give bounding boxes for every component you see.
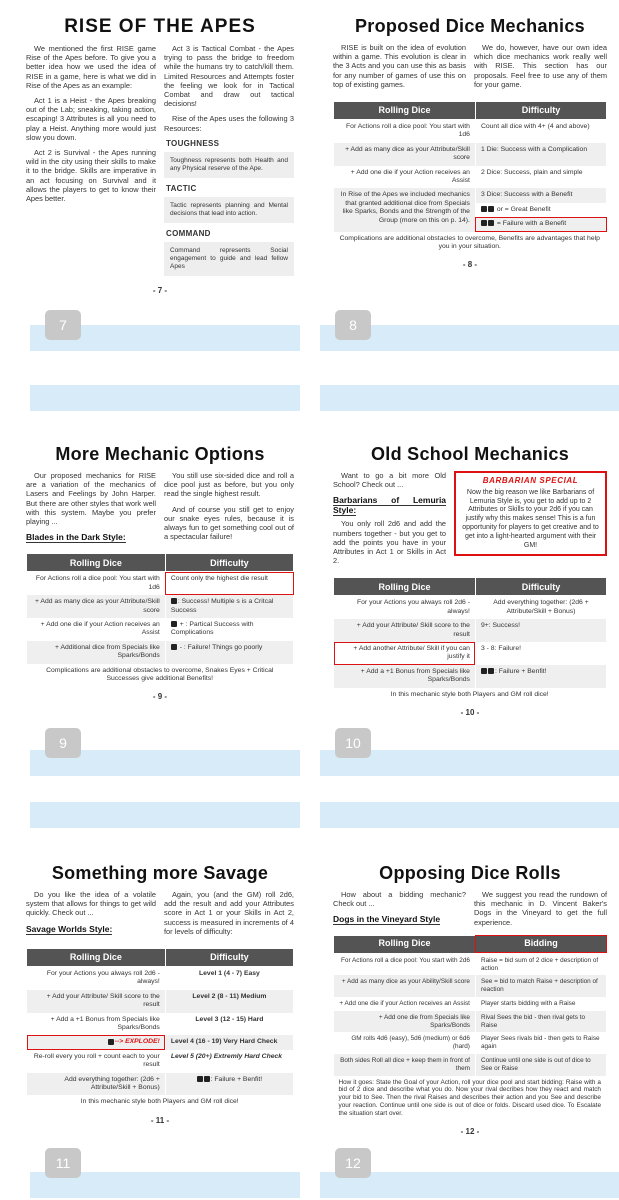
dice-table (333, 935, 607, 1121)
table-cell: For your Actions you always roll 2d6 - always! (334, 596, 476, 619)
table-note: Complications are additional obstacles to overcome, Snakes Eyes + Critical Successes give additional Benefits! (27, 664, 294, 687)
style-subheading (333, 914, 466, 924)
page-title: Something more Savage (51, 863, 269, 883)
table-row (334, 596, 607, 619)
page-top-band (320, 385, 619, 411)
page-title: RISE OF THE APES (64, 16, 256, 37)
table-row (334, 1032, 607, 1054)
resource-box: Toughness represents both Health and any Physical reserve of the Ape. (164, 152, 294, 178)
page-8 (325, 8, 615, 269)
table-cell: For Actions roll a dice pool: You start with 1d6 (27, 572, 166, 595)
table-cell: Add everything together: (2d6 + Attribute/Skill + Bonus) (475, 596, 606, 619)
table-cell: Level 1 (4 - 7) Easy (165, 967, 293, 990)
column-right (164, 44, 294, 280)
subheading-text: Barbarians of Lemuria Style: (333, 495, 447, 516)
table-cell: + Add your Attribute/ Skill score to the result (334, 619, 476, 642)
table-cell: Continue until one side is out of dice to See or Raise (475, 1054, 606, 1076)
table-cell (27, 1035, 166, 1049)
table-row (27, 1013, 294, 1036)
page-footer: - 8 - (462, 260, 478, 270)
die-icon (481, 668, 487, 674)
page-number-badge: 12 (335, 1148, 371, 1178)
table-note: In this mechanic style both Players and GM roll dice! (27, 1095, 294, 1109)
paragraph: RISE is built on the idea of evolution within a game. This evolution is clear in the 3 Acts and you can use this as basis for any number of games of use this on top of existing games. (333, 43, 466, 89)
dice-table (26, 948, 294, 1110)
table-cell: GM rolls 4d6 (easy), 5d6 (medium) or 6d6 (hard) (334, 1032, 476, 1054)
page-top-band (320, 802, 619, 828)
table-cell: For your Actions you always roll 2d6 - always! (27, 967, 166, 990)
resource-heading: COMMAND (166, 229, 211, 239)
page-number-badge: 8 (335, 310, 371, 340)
column-left (333, 890, 466, 933)
table-cell: For Actions roll a dice pool: You start with 1d6 (334, 120, 476, 143)
table-cell: + Add one die if your Action receives an Assist (27, 618, 166, 641)
dice-table (26, 553, 294, 686)
table-header: Rolling Dice (27, 554, 166, 572)
table-row (334, 143, 607, 166)
table-cell: 1 Die: Success with a Complication (475, 143, 606, 166)
dice-table (333, 577, 607, 702)
die-icon (171, 644, 177, 650)
style-subheading (26, 924, 156, 934)
page-title: Old School Mechanics (370, 444, 570, 464)
die-icon (488, 220, 494, 226)
table-note: Complications are additional obstacles to overcome, Benefits are advantages that help you in your situation. (334, 232, 607, 255)
table-row (334, 997, 607, 1011)
page-footer: - 11 - (150, 1115, 170, 1125)
table-row (334, 120, 607, 143)
column-right (474, 43, 607, 95)
resource-box: Command represents Social engagement to guide and lead fellow Apes (164, 242, 294, 276)
table-cell: + Add one die if your Action receives an Assist (334, 166, 476, 189)
subheading-text: Dogs in the Vineyard Style (333, 914, 441, 925)
paragraph: Want to go a bit more Old School? Check out ... (333, 471, 447, 490)
die-icon (108, 1039, 114, 1045)
table-row (334, 188, 607, 202)
table-header: Difficulty (475, 102, 606, 120)
table-cell (165, 641, 293, 664)
paragraph: Act 1 is a Heist - the Apes breaking out of the Lab; sneaking, taking action, escaping! 3 Attributes is all you need to play a Heist. Anything more would just slow you down. (26, 96, 156, 142)
paragraph: We do, however, have our own idea which dice mechanics work really well with RISE. This section has our proposals. Feel free to use any of them for your game. (474, 43, 607, 89)
cell-text: : Failure + Benfit! (494, 667, 547, 675)
cell-text: or = Great Benefit (496, 205, 551, 213)
page-footer: - 10 - (460, 708, 480, 718)
column-right (164, 890, 294, 942)
column-left (26, 44, 156, 280)
die-icon (197, 1076, 203, 1082)
page-number-badge: 7 (45, 310, 81, 340)
table-row (334, 953, 607, 975)
table-cell: Add everything together: (2d6 + Attribute/Skill + Bonus) (27, 1073, 166, 1096)
table-cell (475, 665, 606, 688)
table-header: Rolling Dice (334, 935, 476, 953)
die-icon (488, 668, 494, 674)
table-row (334, 1011, 607, 1033)
paragraph: Our proposed mechanics for RISE are a variation of the mechanics of Lasers and Feelings by John Harper. But there are other styles that work well with this system. Maybe you prefer playing ... (26, 471, 156, 527)
table-header: Rolling Dice (27, 949, 166, 967)
page-number-badge: 10 (335, 728, 371, 758)
page-title: Opposing Dice Rolls (379, 863, 561, 883)
page-number-badge: 9 (45, 728, 81, 758)
table-header: Difficulty (475, 578, 606, 596)
table-cell: Level 4 (16 - 19) Very Hard Check (165, 1035, 293, 1049)
table-row (334, 619, 607, 642)
table-cell: Count all dice with 4+ (4 and above) (475, 120, 606, 143)
table-row (27, 572, 294, 595)
paragraph: We suggest you read the rundown of this mechanic in D. Vincent Baker's Dogs in the Vineyard to get the full experience. (474, 890, 607, 927)
paragraph: You still use six-sided dice and roll a dice pool just as before, but you only read the single highest result. (164, 471, 294, 499)
paragraph: Act 3 is Tactical Combat - the Apes trying to pass the bridge to freedom while the humans try to catch/kill them. Limited Resources and Attempts foster the feeling we look for in Tactical Combat and draw out tactical decisions! (164, 44, 294, 109)
column-right (454, 471, 607, 571)
table-row (334, 166, 607, 189)
table-cell (165, 595, 293, 618)
table-row (334, 1076, 607, 1121)
table-cell: + Add a +1 Bonus from Specials like Sparks/Bonds (27, 1013, 166, 1036)
table-cell (165, 618, 293, 641)
subheading-text: Savage Worlds Style: (26, 923, 113, 934)
page-footer: - 9 - (152, 692, 168, 702)
table-row (334, 665, 607, 688)
table-row (27, 618, 294, 641)
table-cell: 9+: Success! (475, 619, 606, 642)
paragraph: Do you like the idea of a volatile system that allows for things to get wild quickly. Check out ... (26, 890, 156, 918)
table-cell: For Actions roll a dice pool: You start with 2d6 (334, 953, 476, 975)
table-cell: 3 Dice: Success with a Benefit (475, 188, 606, 202)
resource-box: Tactic represents planning and Mental decisions that lead into action. (164, 197, 294, 223)
paragraph: We mentioned the first RISE game Rise of the Apes before. To give you a better idea how we used the idea of RISE in a game, here is what we did in Rise of the Apes as an example: (26, 44, 156, 90)
table-note: In this mechanic style both Players and GM roll dice! (334, 688, 607, 702)
table-cell: Level 3 (12 - 15) Hard (165, 1013, 293, 1036)
table-row (334, 642, 607, 665)
cell-text: --> EXPLODE! (114, 1038, 160, 1046)
resource-heading: TOUGHNESS (166, 138, 220, 148)
table-cell: Count only the highest die result (165, 572, 293, 595)
style-subheading (333, 495, 446, 515)
table-cell: Re-roll every you roll + count each to your result (27, 1050, 166, 1073)
table-cell (475, 217, 606, 231)
table-row (334, 1054, 607, 1076)
resource-heading: TACTIC (166, 184, 197, 194)
callout-heading: BARBARIAN SPECIAL (482, 476, 579, 485)
table-row (27, 967, 294, 990)
paragraph: And of course you still get to enjoy our snake eyes rules, because it is always fun to get something cool out of a spectacular failure! (164, 504, 294, 542)
column-right (164, 471, 294, 547)
table-row (27, 641, 294, 664)
column-left (333, 43, 466, 95)
table-cell: + Add your Attribute/ Skill score to the result (27, 990, 166, 1013)
paragraph: How about a bidding mechanic? Check out ... (333, 890, 466, 909)
table-row (27, 1035, 294, 1049)
table-cell: + Add a +1 Bonus from Specials like Sparks/Bonds (334, 665, 476, 688)
table-row (27, 1095, 294, 1109)
page-number-badge: 11 (45, 1148, 81, 1178)
table-cell: Player Sees rivals bid - then gets to Raise again (475, 1032, 606, 1054)
table-header: Rolling Dice (334, 102, 476, 120)
table-cell (165, 1073, 293, 1096)
table-note: How it goes: State the Goal of your Action, roll your dice pool and start bidding: Raise with a bid of 2 dice and describe what you do. Now your rival decribes how they react and match your bid to See. Then the rival Raises and describes their action and you See and describe your reaction. Continue until one side is out of dice or folds. Discard used dice. To Escalate the situation start over. (334, 1076, 607, 1121)
table-cell: + Add one die from Specials like Sparks/Bonds (334, 1011, 476, 1033)
table-row (27, 1050, 294, 1073)
table-cell: Player starts bidding with a Raise (475, 997, 606, 1011)
table-cell: Level 2 (8 - 11) Medium (165, 990, 293, 1013)
page-7 (18, 8, 302, 295)
page-footer: - 12 - (460, 1126, 480, 1136)
table-header: Bidding (475, 935, 606, 953)
style-subheading (26, 532, 156, 542)
die-icon (171, 598, 177, 604)
paragraph: Rise of the Apes uses the following 3 Resources: (164, 114, 294, 133)
table-header: Rolling Dice (334, 578, 476, 596)
paragraph: You only roll 2d6 and add the numbers together - but you get to add the points you have in your Attributes in Act 1 or Skills in Act 2. (333, 519, 447, 566)
cell-text: - : Failure! Things go poorly (179, 643, 263, 651)
page-title: Proposed Dice Mechanics (355, 16, 585, 36)
table-cell: + Add one die if your Action receives an Assist (334, 997, 476, 1011)
page-9 (18, 436, 302, 701)
table-cell: + Additional dice from Specials like Sparks/Bonds (27, 641, 166, 664)
table-header: Difficulty (165, 554, 293, 572)
table-row (27, 595, 294, 618)
cell-text: + : Partical Success with Complications (170, 621, 254, 637)
cell-text: : Failure + Benfit! (210, 1075, 263, 1083)
cell-text: : Success! Multiple s is a Critcal Success (170, 598, 274, 614)
table-cell: + Add as many dice as your Ability/Skill score (334, 975, 476, 997)
callout-text: Now the big reason we like Barbarians of Lemuria Style is, you get to add up to 2 Attributes or Skills to your 2d6 if you can justify why this makes sense! This is a fun opportunity for players to get creative and to get into a light-hearted argument with their GM! (462, 488, 599, 549)
table-cell (475, 203, 606, 217)
table-header: Difficulty (165, 949, 293, 967)
table-cell: + Add another Attribute/ Skill if you can justify it (334, 642, 476, 665)
table-row (334, 232, 607, 255)
die-icon (481, 206, 487, 212)
page-top-band (30, 385, 300, 411)
page-top-band (30, 802, 300, 828)
table-cell: 2 Dice: Success, plain and simple (475, 166, 606, 189)
subheading-text: Blades in the Dark Style: (26, 532, 126, 543)
table-row (334, 688, 607, 702)
column-left (26, 890, 156, 942)
column-left (26, 471, 156, 547)
table-row (334, 975, 607, 997)
table-row (27, 990, 294, 1013)
page-title: More Mechanic Options (55, 444, 265, 464)
die-icon (171, 621, 177, 627)
table-cell: Raise = bid sum of 2 dice + description of action (475, 953, 606, 975)
dice-table (333, 101, 607, 254)
table-cell: In Rise of the Apes we included mechanics that granted additional dice from Specials like Sparks, Bonds and the Strength of the Group (more on this on p. 14). (334, 188, 476, 231)
column-right (474, 890, 607, 933)
die-icon (204, 1076, 210, 1082)
die-icon (488, 206, 494, 212)
paragraph: Act 2 is Survival - the Apes running wild in the city using their skills to make it to the bridge. Skills are imperative in an act focusing on Survival and it allows the players to get to know their Apes better. (26, 148, 156, 204)
page-footer: - 7 - (152, 286, 168, 296)
cell-text: = Failure with a Benefit (496, 220, 567, 228)
table-row (27, 664, 294, 687)
table-cell: 3 - 8: Failure! (475, 642, 606, 665)
table-cell: + Add as many dice as your Attribute/Skill score (27, 595, 166, 618)
table-row (27, 1073, 294, 1096)
table-cell: Rival Sees the bid - then rival gets to Raise (475, 1011, 606, 1033)
page-12 (325, 855, 615, 1136)
page-11 (18, 855, 302, 1125)
barbarian-special-callout (454, 471, 607, 556)
table-cell: + Add as many dice as your Attribute/Skill score (334, 143, 476, 166)
table-cell: Both sides Roll all dice + keep them in front of them (334, 1054, 476, 1076)
page-10 (325, 436, 615, 717)
die-icon (481, 220, 487, 226)
paragraph: Again, you (and the GM) roll 2d6, add the result and add your Attributes score in Act 1 or your Skills in Act 2, success is measured in increments of 4 for levels of difficulty: (164, 890, 294, 936)
table-cell: See = bid to match Raise + description of reaction (475, 975, 606, 997)
column-left (333, 471, 446, 571)
table-cell: Level 5 (20+) Extremly Hard Check (165, 1050, 293, 1073)
